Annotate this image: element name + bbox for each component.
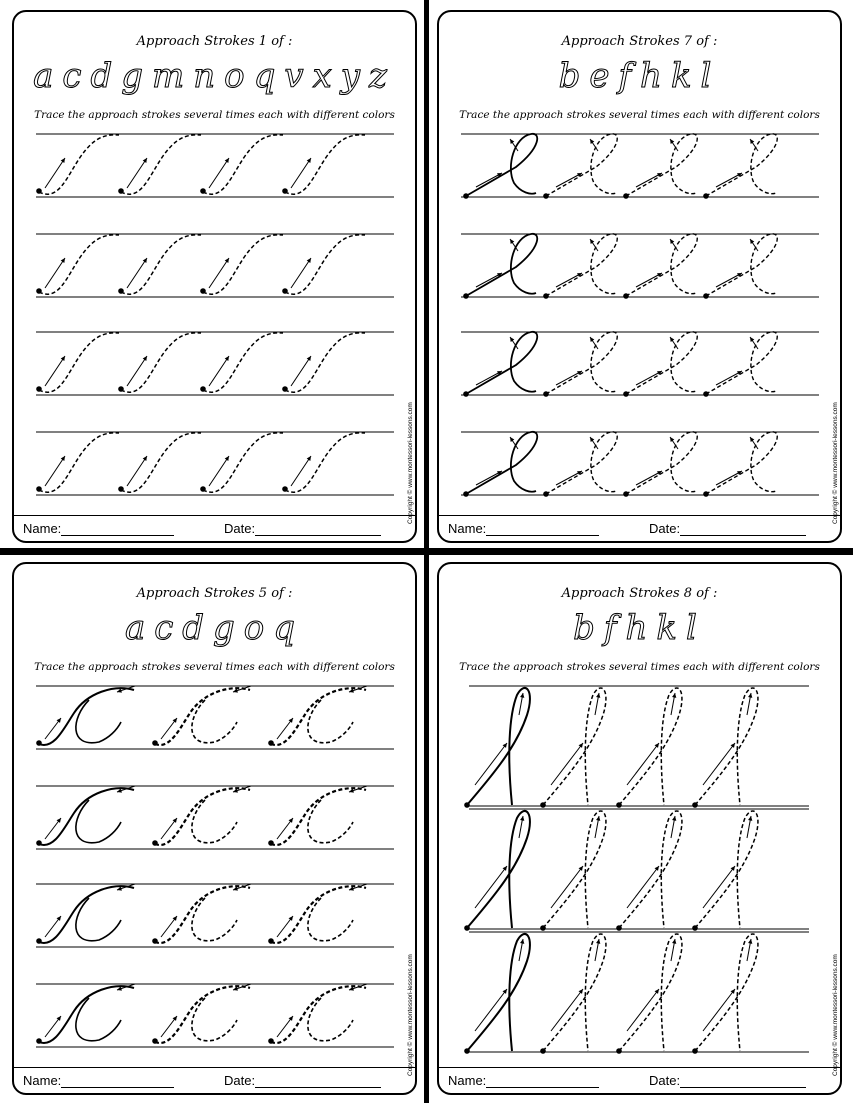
arrow-head: [750, 139, 754, 144]
direction-arrow: [475, 989, 507, 1031]
horizontal-divider: [0, 548, 853, 555]
trace-stroke: [203, 333, 283, 392]
trace-stroke: [39, 788, 134, 845]
trace-stroke: [308, 700, 353, 743]
date-label: Date:: [649, 1073, 681, 1088]
direction-arrow: [291, 158, 311, 188]
date-blank[interactable]: [680, 522, 806, 536]
arrow-head: [510, 239, 514, 244]
name-date-footer: [439, 1067, 840, 1093]
arrow-head: [672, 816, 676, 821]
trace-stroke: [76, 700, 121, 743]
worksheet-heading: Approach Strokes 1 of :: [136, 34, 293, 49]
direction-arrow: [127, 456, 147, 486]
name-blank[interactable]: [486, 522, 599, 536]
arrow-head: [520, 939, 524, 944]
direction-arrow: [703, 743, 735, 785]
worksheet-heading: Approach Strokes 8 of :: [561, 586, 718, 601]
arrow-head: [143, 158, 147, 163]
trace-stroke: [121, 135, 201, 194]
arrow-head: [225, 258, 229, 263]
arrow-head: [307, 456, 311, 461]
copyright-text: Copyright © www.montessori-lessons.com: [832, 402, 839, 524]
trace-stroke: [308, 800, 353, 843]
direction-arrow: [45, 356, 65, 386]
arrow-head: [748, 939, 752, 944]
arrow-head: [672, 939, 676, 944]
direction-arrow: [127, 158, 147, 188]
arrow-head: [670, 337, 674, 342]
arrow-head: [225, 456, 229, 461]
worksheet-heading: Approach Strokes 7 of :: [561, 34, 718, 49]
trace-stroke: [155, 886, 250, 943]
arrow-head: [750, 437, 754, 442]
trace-stroke: [39, 135, 119, 194]
trace-stroke: [203, 433, 283, 492]
name-label: Name:: [23, 521, 62, 536]
trace-stroke: [76, 898, 121, 941]
arrow-head: [510, 139, 514, 144]
trace-stroke: [271, 688, 366, 745]
arrow-head: [670, 437, 674, 442]
trace-stroke: [285, 433, 365, 492]
trace-stroke: [39, 688, 134, 745]
direction-arrow: [209, 158, 229, 188]
arrow-head: [510, 437, 514, 442]
arrow-head: [307, 258, 311, 263]
direction-arrow: [127, 258, 147, 288]
worksheet-approach-strokes-5: [12, 562, 417, 1095]
trace-stroke: [203, 235, 283, 294]
arrow-head: [590, 239, 594, 244]
arrow-head: [143, 356, 147, 361]
direction-arrow: [291, 258, 311, 288]
name-label: Name:: [448, 1073, 487, 1088]
trace-stroke: [39, 433, 119, 492]
worksheet-approach-strokes-8: [437, 562, 842, 1095]
arrow-head: [750, 337, 754, 342]
direction-arrow: [127, 356, 147, 386]
trace-stroke: [285, 235, 365, 294]
arrow-head: [750, 239, 754, 244]
name-label: Name:: [23, 1073, 62, 1088]
direction-arrow: [703, 866, 735, 908]
trace-stroke: [121, 235, 201, 294]
arrow-head: [143, 456, 147, 461]
trace-stroke: [192, 898, 237, 941]
instruction-text: Trace the approach strokes several times each with different colors: [34, 661, 395, 673]
trace-stroke: [192, 700, 237, 743]
trace-stroke: [308, 998, 353, 1041]
arrow-head: [61, 258, 65, 263]
arrow-head: [590, 437, 594, 442]
trace-stroke: [271, 788, 366, 845]
trace-stroke: [155, 688, 250, 745]
trace-stroke: [285, 135, 365, 194]
direction-arrow: [209, 258, 229, 288]
arrow-head: [748, 693, 752, 698]
trace-stroke: [39, 986, 134, 1043]
direction-arrow: [551, 989, 583, 1031]
date-blank[interactable]: [255, 1074, 381, 1088]
name-blank[interactable]: [486, 1074, 599, 1088]
trace-stroke: [271, 986, 366, 1043]
trace-stroke: [155, 788, 250, 845]
trace-stroke: [155, 986, 250, 1043]
arrow-head: [670, 239, 674, 244]
trace-stroke: [39, 235, 119, 294]
trace-stroke: [192, 998, 237, 1041]
trace-stroke: [121, 433, 201, 492]
arrow-head: [520, 816, 524, 821]
target-letters: acdgmnoqvxyz: [33, 56, 396, 96]
direction-arrow: [45, 158, 65, 188]
target-letters: befhkl: [558, 56, 721, 96]
trace-stroke: [39, 333, 119, 392]
arrow-head: [590, 139, 594, 144]
target-letters: bfhkl: [573, 608, 706, 648]
name-date-footer: [14, 515, 415, 541]
trace-stroke: [192, 800, 237, 843]
instruction-text: Trace the approach strokes several times each with different colors: [459, 661, 820, 673]
arrow-head: [510, 337, 514, 342]
trace-stroke: [76, 800, 121, 843]
date-label: Date:: [224, 1073, 256, 1088]
arrow-head: [596, 816, 600, 821]
instruction-text: Trace the approach strokes several times each with different colors: [34, 109, 395, 121]
date-blank[interactable]: [255, 522, 381, 536]
arrow-head: [672, 693, 676, 698]
direction-arrow: [475, 866, 507, 908]
name-blank[interactable]: [61, 1074, 174, 1088]
trace-stroke: [203, 135, 283, 194]
direction-arrow: [551, 743, 583, 785]
arrow-head: [61, 158, 65, 163]
trace-stroke: [271, 886, 366, 943]
direction-arrow: [209, 356, 229, 386]
name-blank[interactable]: [61, 522, 174, 536]
direction-arrow: [291, 356, 311, 386]
trace-stroke: [308, 898, 353, 941]
arrow-head: [61, 356, 65, 361]
date-label: Date:: [224, 521, 256, 536]
arrow-head: [61, 456, 65, 461]
name-label: Name:: [448, 521, 487, 536]
direction-arrow: [209, 456, 229, 486]
trace-stroke: [76, 998, 121, 1041]
direction-arrow: [475, 743, 507, 785]
copyright-text: Copyright © www.montessori-lessons.com: [407, 954, 414, 1076]
trace-stroke: [39, 886, 134, 943]
name-date-footer: [439, 515, 840, 541]
arrow-head: [307, 356, 311, 361]
copyright-text: Copyright © www.montessori-lessons.com: [832, 954, 839, 1076]
direction-arrow: [551, 866, 583, 908]
arrow-head: [143, 258, 147, 263]
arrow-head: [670, 139, 674, 144]
name-date-footer: [14, 1067, 415, 1093]
arrow-head: [596, 939, 600, 944]
worksheet-heading: Approach Strokes 5 of :: [136, 586, 293, 601]
direction-arrow: [45, 456, 65, 486]
arrow-head: [596, 693, 600, 698]
arrow-head: [225, 158, 229, 163]
arrow-head: [520, 693, 524, 698]
trace-stroke: [121, 333, 201, 392]
arrow-head: [225, 356, 229, 361]
direction-arrow: [627, 743, 659, 785]
copyright-text: Copyright © www.montessori-lessons.com: [407, 402, 414, 524]
direction-arrow: [703, 989, 735, 1031]
worksheet-approach-strokes-1: [12, 10, 417, 543]
trace-stroke: [285, 333, 365, 392]
direction-arrow: [291, 456, 311, 486]
arrow-head: [748, 816, 752, 821]
arrow-head: [590, 337, 594, 342]
instruction-text: Trace the approach strokes several times each with different colors: [459, 109, 820, 121]
direction-arrow: [45, 258, 65, 288]
worksheet-approach-strokes-7: [437, 10, 842, 543]
direction-arrow: [627, 989, 659, 1031]
direction-arrow: [627, 866, 659, 908]
date-label: Date:: [649, 521, 681, 536]
arrow-head: [307, 158, 311, 163]
date-blank[interactable]: [680, 1074, 806, 1088]
target-letters: acdgoq: [124, 608, 305, 648]
